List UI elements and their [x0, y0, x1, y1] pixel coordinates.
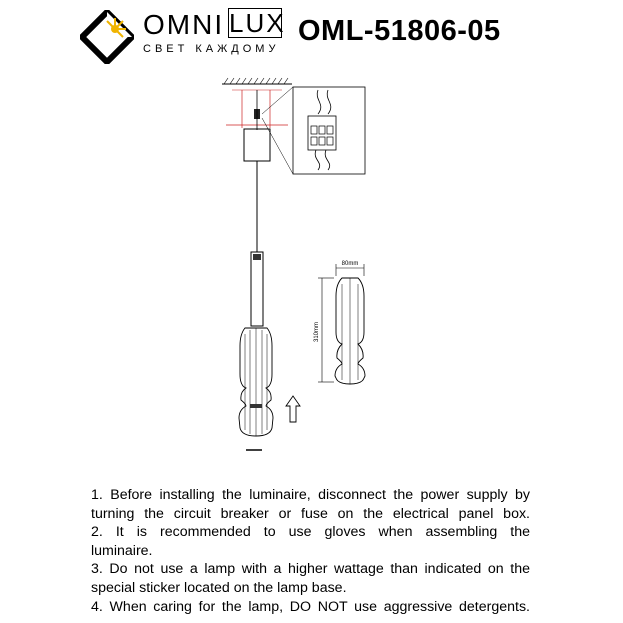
header — [0, 0, 623, 70]
instruction-line: 3. Do not use a lamp with a higher wattage than indicated on the — [91, 561, 530, 578]
brand-name-omni: OMNI — [143, 9, 225, 40]
instruction-line: luminaire. — [91, 542, 153, 559]
instruction-line: special sticker located on the lamp base. — [91, 579, 347, 596]
instruction-line: 2. It is recommended to use gloves when assembling the — [91, 524, 530, 541]
ceiling-line — [222, 78, 292, 90]
model-number: OML-51806-05 — [298, 15, 501, 47]
instruction-line: 1. Before installing the luminaire, disconnect the power supply by — [91, 487, 530, 503]
lamp-rod — [251, 252, 263, 326]
instruction-line: turning the circuit breaker or fuse on the electrical panel box. — [91, 505, 530, 522]
brand-name-lux-box — [228, 8, 286, 38]
instruction-line: 4. When caring for the lamp, DO NOT use aggressive detergents. — [91, 598, 530, 615]
brand-tagline: СВЕТ КАЖДОМУ — [143, 43, 280, 55]
lamp-shade-front — [239, 328, 273, 436]
canopy — [244, 129, 270, 161]
lamp-shade-dimensioned — [335, 278, 365, 384]
brand-name-lux: LUX — [229, 8, 286, 38]
safety-instructions — [91, 486, 530, 616]
wiring-detail-box — [293, 87, 365, 174]
omnilux-logo-icon — [80, 10, 134, 64]
installation-drawing — [0, 70, 623, 470]
up-arrow-icon — [286, 396, 300, 422]
height-dimension-label: 310mm — [314, 321, 320, 343]
width-dimension-label: 80mm — [341, 261, 359, 267]
